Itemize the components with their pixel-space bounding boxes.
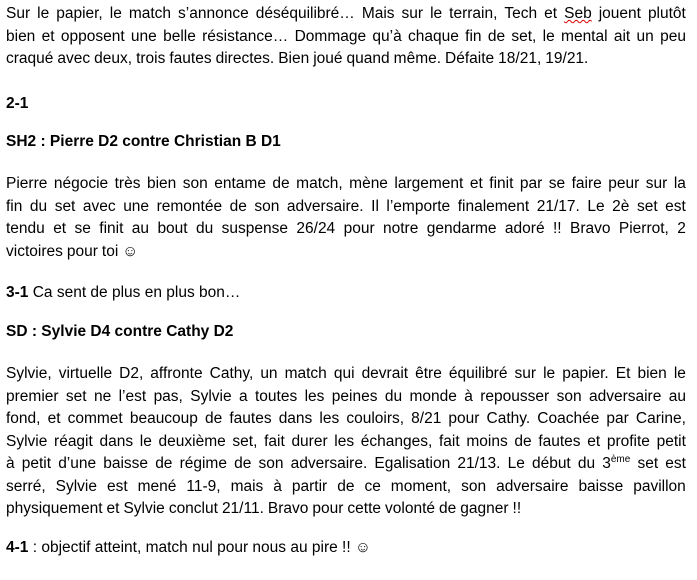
word: Dommage — [294, 27, 367, 45]
word: au — [668, 387, 686, 405]
word: du — [577, 455, 596, 472]
word: jouent — [598, 5, 641, 22]
word: set, — [511, 27, 537, 45]
word: de — [439, 500, 457, 517]
word: est — [106, 477, 128, 495]
word: entame — [214, 175, 266, 192]
word: plutôt — [647, 5, 686, 22]
word: mène — [349, 175, 388, 192]
word: papier. — [562, 365, 609, 382]
text-line — [6, 3, 686, 26]
word: faire — [571, 175, 602, 192]
word: ait — [613, 27, 631, 45]
word: les — [334, 432, 355, 450]
word: quand — [346, 50, 390, 67]
word: monde — [409, 387, 457, 405]
word: finalement — [457, 197, 530, 215]
word: Sylvie — [190, 387, 232, 405]
word: toi — [101, 242, 119, 260]
word: du — [29, 197, 48, 215]
word: de — [487, 27, 506, 45]
word: le — [542, 27, 555, 45]
word: fautes — [538, 432, 581, 450]
text-line — [6, 218, 686, 241]
word: match — [284, 365, 327, 382]
word: se — [548, 175, 566, 192]
word: le — [139, 432, 152, 450]
word: se — [74, 220, 91, 237]
score-line-4-1 — [6, 537, 686, 560]
word: gagner — [460, 500, 509, 517]
word: conclut — [168, 500, 218, 517]
word: les — [319, 410, 340, 427]
word: 2 — [677, 220, 686, 237]
word: au — [131, 220, 150, 237]
word: !! — [552, 220, 562, 237]
word: fait — [264, 432, 285, 450]
word: de — [272, 175, 290, 192]
text-line — [6, 431, 686, 454]
score-comment: Ca sent de plus en plus bon… — [28, 284, 241, 301]
word: Coachée — [537, 410, 600, 427]
word: la — [673, 175, 686, 192]
word: l’emporte — [386, 197, 451, 215]
word: être — [415, 365, 442, 382]
word: set, — [232, 432, 258, 450]
word: Et — [615, 365, 631, 382]
word: avec — [82, 197, 116, 215]
word: le — [37, 5, 50, 22]
word: 21/17. — [536, 197, 580, 215]
word: toutes — [254, 387, 298, 405]
word: échanges, — [360, 432, 433, 450]
word: avec — [57, 50, 91, 67]
word: est — [665, 197, 686, 215]
score-comment: : objectif atteint, match nul pour nous au pire !! ☺ — [28, 539, 371, 556]
word: tendu — [6, 220, 45, 237]
word: Bravo — [267, 500, 309, 517]
word: résistance… — [202, 27, 289, 45]
word: commet — [67, 410, 123, 427]
word: dans — [278, 410, 313, 427]
word: le — [543, 365, 556, 382]
word: Mais — [361, 5, 395, 22]
word: trois — [136, 50, 166, 67]
word: 26/24 — [296, 220, 336, 237]
word: Bravo — [569, 220, 611, 237]
word: adoré — [504, 220, 545, 237]
word: le — [109, 5, 122, 22]
word: Tech — [504, 5, 538, 22]
word: à — [6, 455, 15, 472]
word: sur — [514, 365, 537, 382]
word: belle — [163, 27, 196, 45]
word: D2, — [119, 365, 144, 382]
word: à — [273, 477, 282, 495]
word: bout — [157, 220, 188, 237]
word: pour — [66, 242, 98, 260]
word: affronte — [150, 365, 203, 382]
word: chaque — [408, 27, 459, 45]
word: Egalisation — [374, 455, 451, 472]
word: Seb — [564, 5, 592, 22]
word: Carine, — [635, 410, 686, 427]
word: et — [106, 500, 120, 517]
word: peu — [660, 27, 686, 45]
word: du — [196, 220, 214, 237]
word: couloirs, — [346, 410, 405, 427]
word: beaucoup — [129, 410, 198, 427]
word: par — [606, 410, 629, 427]
text-line — [6, 363, 686, 386]
word: joué — [313, 50, 343, 67]
word: mené — [137, 477, 177, 495]
word: 21/13. — [457, 455, 501, 472]
word: et — [53, 220, 67, 237]
word: Pierrot, — [618, 220, 669, 237]
text-line — [6, 173, 686, 196]
word: 19/21. — [545, 50, 589, 67]
word: Défaite — [445, 50, 495, 67]
word: l’est — [118, 387, 147, 405]
word: les — [304, 387, 325, 405]
word: physiquement — [6, 500, 103, 517]
word: bien — [146, 175, 177, 192]
word: sur — [401, 5, 424, 22]
word: son — [254, 197, 280, 215]
word: moment, — [390, 477, 452, 495]
word: cette — [347, 500, 382, 517]
word: Sur — [6, 5, 31, 22]
text-line — [6, 453, 686, 476]
word: de — [514, 432, 532, 450]
word: qu’à — [372, 27, 402, 45]
word: 11-9, — [186, 477, 221, 495]
word: finit — [489, 175, 514, 192]
word: et — [587, 432, 601, 450]
word: d’une — [58, 455, 97, 472]
word: et — [544, 5, 558, 22]
word: mental — [561, 27, 608, 45]
word: mais — [230, 477, 264, 495]
word: match — [128, 5, 172, 22]
heading-sh2 — [6, 131, 686, 154]
word: fin — [6, 197, 23, 215]
word: sur — [645, 175, 668, 192]
word: 3ème — [602, 454, 631, 472]
word: par — [519, 175, 543, 192]
word: peines — [331, 387, 378, 405]
word: même. — [393, 50, 442, 67]
word: serré, — [6, 477, 46, 495]
word: fait — [439, 432, 460, 450]
word: largement — [394, 175, 464, 192]
word: une — [130, 27, 157, 45]
word: pavillon — [633, 477, 686, 495]
word: deuxième — [158, 432, 226, 450]
score-text: 3-1 — [6, 284, 29, 301]
word: Pierre — [6, 175, 48, 192]
word: régime — [179, 455, 227, 472]
word: Il — [371, 197, 379, 215]
word: adversaire. — [290, 455, 368, 472]
word: son — [461, 477, 487, 495]
word: set — [636, 197, 658, 215]
word: repousser — [480, 387, 550, 405]
word: et — [47, 410, 61, 427]
word: craqué — [6, 50, 54, 67]
word: peur — [608, 175, 640, 192]
word: profite — [606, 432, 650, 450]
word: 21/11. — [221, 500, 264, 517]
word: début — [531, 455, 571, 472]
word: fautes — [169, 50, 212, 67]
word: baisse — [578, 477, 624, 495]
word: 18/21, — [498, 50, 542, 67]
superscript: ème — [610, 454, 631, 465]
word: fond, — [6, 410, 41, 427]
heading-sd — [6, 321, 686, 344]
word: remontée — [156, 197, 223, 215]
word: le — [430, 5, 443, 22]
word: Sylvie — [55, 477, 97, 495]
word: set — [54, 197, 76, 215]
word: le — [673, 365, 686, 382]
word: son — [556, 387, 582, 405]
text-line — [6, 498, 686, 521]
text-line — [6, 476, 686, 499]
score-text: 4-1 — [6, 539, 29, 556]
word: suspense — [221, 220, 288, 237]
word: fautes — [229, 410, 272, 427]
word: de — [234, 455, 252, 472]
word: baisse — [103, 455, 149, 472]
text-line — [6, 196, 686, 219]
word: petit — [21, 455, 52, 472]
word: !! — [512, 500, 522, 517]
word: qui — [333, 365, 355, 382]
word: un — [636, 27, 654, 45]
word: négocie — [53, 175, 109, 192]
word: de — [155, 455, 173, 472]
word: du — [384, 387, 403, 405]
word: pour — [343, 220, 375, 237]
score-line-3-1 — [6, 282, 686, 305]
word: déséquilibré… — [255, 5, 355, 22]
word: virtuelle — [58, 365, 113, 382]
word: Bien — [278, 50, 310, 67]
word: victoires — [6, 242, 63, 260]
word: petit — [656, 432, 686, 450]
word: Cathy. — [486, 410, 531, 427]
word: et — [41, 27, 55, 45]
text-line — [6, 241, 686, 264]
word: un — [260, 365, 278, 382]
word: et — [469, 175, 483, 192]
word: match, — [296, 175, 343, 192]
heading-text: SD : Sylvie D4 contre Cathy D2 — [6, 323, 234, 340]
word: de — [205, 410, 223, 427]
word: adversaire — [496, 477, 569, 495]
heading-text: SH2 : Pierre D2 contre Christian B D1 — [6, 133, 281, 150]
word: dans — [99, 432, 134, 450]
word: premier — [6, 387, 59, 405]
word: adversaire. — [286, 197, 364, 215]
word: Sylvie — [6, 432, 48, 450]
score-line-2-1 — [6, 93, 686, 116]
word: son — [182, 175, 208, 192]
word: papier, — [56, 5, 103, 22]
word: ☺ — [122, 242, 139, 260]
word: finit — [99, 220, 124, 237]
word: pas, — [153, 387, 183, 405]
word: deux, — [94, 50, 133, 67]
word: adversaire — [588, 387, 662, 405]
word: réagit — [54, 432, 93, 450]
word: a — [238, 387, 248, 405]
word: opposent — [60, 27, 125, 45]
word: son — [258, 455, 284, 472]
word: Cathy, — [209, 365, 254, 382]
word: ce — [364, 477, 381, 495]
word: set — [65, 387, 87, 405]
word: devrait — [361, 365, 409, 382]
paragraph-sh2 — [6, 173, 686, 263]
word: équilibré — [448, 365, 508, 382]
paragraph-sd — [6, 363, 686, 521]
text-line — [6, 26, 686, 49]
word: très — [114, 175, 141, 192]
word: pour — [448, 410, 480, 427]
text-line — [6, 48, 686, 71]
word: terrain, — [449, 5, 498, 22]
word: Le — [507, 455, 525, 472]
word: partir — [291, 477, 328, 495]
word: bien — [6, 27, 36, 45]
score-text: 2-1 — [6, 95, 29, 112]
word: durer — [291, 432, 328, 450]
paragraph-double-result — [6, 3, 686, 71]
word: 2è — [612, 197, 630, 215]
word: 8/21 — [411, 410, 442, 427]
word: fin — [465, 27, 482, 45]
word: de — [229, 197, 247, 215]
word: gendarme — [426, 220, 497, 237]
word: s’annonce — [178, 5, 249, 22]
word: une — [123, 197, 150, 215]
text-line — [6, 408, 686, 431]
word: directes. — [215, 50, 275, 67]
word: moins — [466, 432, 508, 450]
word: set — [637, 455, 659, 472]
word: bien — [637, 365, 667, 382]
word: pour — [312, 500, 344, 517]
word: ne — [93, 387, 112, 405]
word: Sylvie, — [6, 365, 52, 382]
word: à — [464, 387, 473, 405]
word: volonté — [385, 500, 436, 517]
word: de — [337, 477, 355, 495]
word: est — [665, 455, 686, 472]
word: Le — [587, 197, 605, 215]
word: Sylvie — [123, 500, 165, 517]
word: notre — [383, 220, 419, 237]
text-line — [6, 386, 686, 409]
